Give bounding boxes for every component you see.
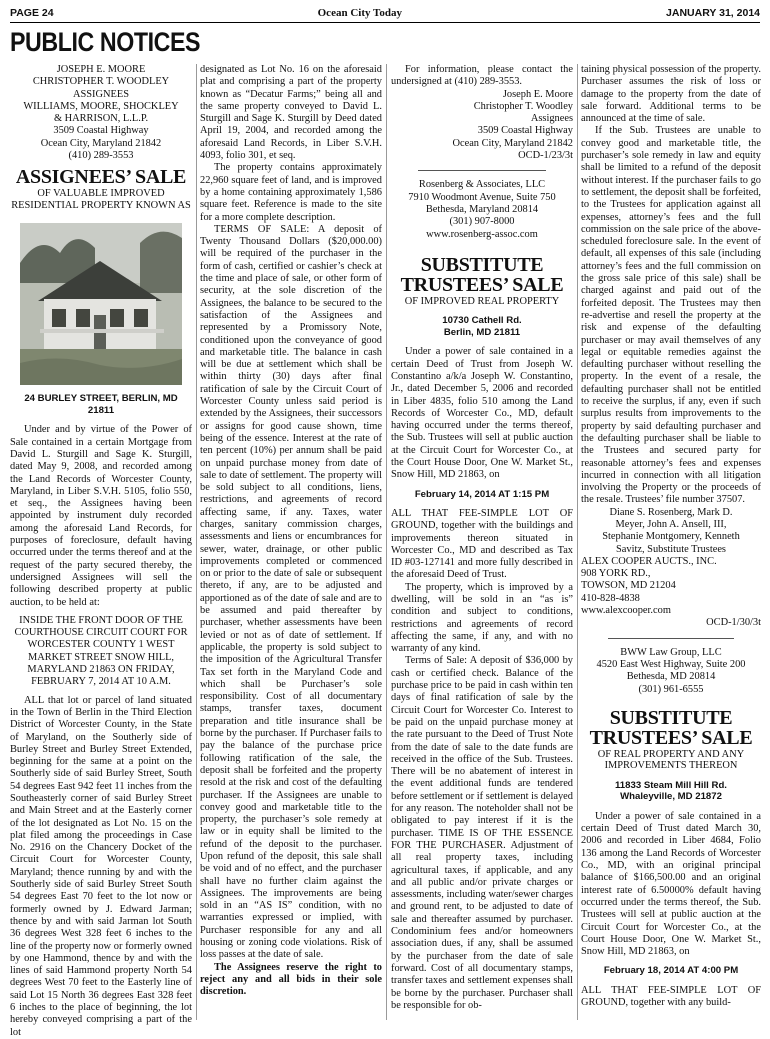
contact-line: (410) 289-3553	[68, 150, 134, 162]
firm-line: Rosenberg & Associates, LLC	[418, 179, 546, 191]
contact-line: CHRISTOPHER T. WOODLEY	[32, 76, 170, 88]
auctioneer-block	[581, 556, 761, 617]
firm-line: Bethesda, MD 20814	[626, 671, 716, 683]
firm-line: Bethesda, Maryland 20814	[425, 203, 539, 215]
notice-paragraph: Terms of Sale: A deposit of $36,000 by cash or certified check. Balance of the purchase price to be paid in cash within ten days of final ratification of sale by the Circuit Court for Worcester Co. Interest to be paid on the unpaid purchase money at the rate pursuant to the Deed of Trust Note from the date of sale to the date funds are received in the office of the Sub. Trustees. There will be no abatement of interest in the event additional funds are tendered before settlement or if settlement is delayed for any reason. The noteholder shall not be obligated to pay interest if it is the purchaser. TIME IS OF THE ESSENCE FOR THE PURCHASER. Adjustment of all real property taxes, including agricultural taxes, if applicable, and any and all public and/or private charges or assessments, including water/sewer charges and ground rent, to be adjusted to date of sale and thereafter assumed by purchaser. Condominium fees and/or homeowners association dues, if any, shall be assumed by the purchaser from the date of sale forward. Cost of all documentary stamps, transfer taxes and settlement expenses shall be borne by the purchaser. Purchaser shall be responsible for ob-	[391, 655, 573, 1011]
signature-line: Diane S. Rosenberg, Mark D.	[609, 506, 733, 518]
address-line: 10730 Cathell Rd.	[442, 315, 522, 327]
column-divider	[577, 64, 578, 1020]
property-address	[391, 315, 573, 338]
contact-line: & HARRISON, L.L.P.	[53, 113, 149, 125]
sale-location: INSIDE THE FRONT DOOR OF THE COURTHOUSE CIRCUIT COURT FOR WORCESTER COUNTY 1 WEST MARKET STREET SNOW HILL, MARYLAND 21863 ON FRIDAY, FEBRUARY 7, 2014 AT 10 A.M.	[14, 614, 188, 688]
trustees-signature	[581, 507, 761, 556]
firm-line: (301) 961-6555	[638, 683, 704, 695]
notice-paragraph: Under a power of sale contained in a certain Deed of Trust dated March 30, 2006 and recorded in Liber 4684, Folio 136 among the Land Records of Worcester Co., MD, with an original principal balance of $166,500.00 and an original interest rate of 6.50000% default having occurred under the terms thereof, the Sub. Trustees will sell at public auction at the Circuit Court for Worcester Co., at the Court House Door, One W. Market St., Snow Hill, MD 21863, on	[581, 810, 761, 958]
law-firm-block	[581, 647, 761, 696]
section-title: PUBLIC NOTICES	[10, 27, 201, 57]
house-image	[20, 223, 182, 385]
firm-line: 4520 East West Highway, Suite 200	[596, 658, 746, 670]
address-line: Berlin, MD 21811	[443, 326, 521, 338]
newspaper-name: Ocean City Today	[317, 7, 402, 19]
law-firm-block	[391, 179, 573, 240]
issue-date: JANUARY 31, 2014	[666, 7, 760, 19]
notice-paragraph: For information, please contact the undersigned at (410) 289-3553.	[391, 64, 573, 88]
contact-line: WILLIAMS, MOORE, SHOCKLEY	[23, 100, 179, 112]
firm-line: 7910 Woodmont Avenue, Suite 750	[408, 191, 556, 203]
notice-code: OCD-1/23/3t	[518, 150, 573, 162]
firm-line: (301) 907-8000	[449, 216, 515, 228]
notice-title: SUBSTITUTE TRUSTEES’ SALE	[589, 706, 753, 749]
contact-line: 3509 Coastal Highway	[53, 125, 149, 137]
signature-line: Christopher T. Woodley	[473, 100, 573, 112]
sale-date: February 14, 2014 AT 1:15 PM	[414, 488, 550, 500]
firm-line: www.rosenberg-assoc.com	[426, 228, 538, 240]
page-header	[10, 5, 760, 21]
assignees-contact	[10, 64, 192, 162]
signature-line: Joseph E. Moore	[502, 88, 573, 100]
property-photo	[20, 223, 182, 385]
notice-paragraph: ALL THAT FEE-SIMPLE LOT OF GROUND, together with any build-	[581, 984, 761, 1008]
notice-paragraph: Under a power of sale contained in a certain Deed of Trust from Joseph W. Constantino a/k/a Joseph W. Constantino, Jr., dated December 5, 2006 and recorded in Liber 4835, folio 510 among the Land Records of Worcester Co., MD, default having occurred under the terms thereof, the Sub. Trustees will sell at public auction at the Circuit Court for Worcester Co., at the Court House Door, One W. Market St., Snow Hill, MD 21863, on	[391, 346, 573, 481]
signature-line: Meyer, John A. Ansell, III,	[615, 518, 727, 530]
notice-paragraph: If the Sub. Trustees are unable to convey good and marketable title, the purchaser’s sole remedy in law and equity shall be limited to a refund of the deposit without interest. If the purchaser fails to go to settlement, the deposit shall be forfeited, to the Trustees for application against all expenses, attorney’s fees and the full commission on the sale price of the above-scheduled foreclosure sale. In the event of default, all expenses of this sale (including attorney’s fees and the full commission on the gross sale price of this sale) shall be charged against and paid out of the forfeited deposit. The Trustees may then re-advertise and resell the property at the risk and expense of the defaulting purchaser or may avail themselves of any legal or equitable remedies against the defaulting purchaser without reselling the property. In the event of a resale, the defaulting purchaser shall not be entitled to receive the surplus, if any, even if such surplus results from improvements to the property by said defaulting purchaser and the defaulting purchaser shall be liable to the Trustees and secured party for reasonable attorney’s fees and expenses incurred in connection with all litigation involving the Property or the proceeds of the resale. Trustees’ file number 37507.	[581, 125, 761, 506]
column-4	[581, 64, 761, 1020]
column-divider	[386, 64, 387, 1020]
notice-title: SUBSTITUTE TRUSTEES’ SALE	[400, 253, 564, 296]
notice-paragraph: The Assignees reserve the right to reject any and all bids in their sole discretion.	[200, 961, 382, 998]
signature-line: Assignees	[530, 113, 573, 125]
auctioneer-line: 908 YORK RD.,	[581, 568, 651, 580]
notice-subtitle: OF VALUABLE IMPROVED RESIDENTIAL PROPERTY KNOWN AS	[11, 188, 191, 211]
separator	[608, 638, 734, 639]
notice-paragraph: designated as Lot No. 16 on the aforesaid plat and comprising a part of the property known as “Decatur Farms;” being all and the same property conveyed to David L. Sturgill and Sage K. Sturgill by Deed dated April 19, 2004, and recorded among the aforesaid Land Records, in Liber S.V.H. 4093, folio 301, et seq.	[200, 64, 382, 162]
auctioneer-line: 410-828-4838	[581, 592, 640, 604]
auctioneer-line: www.alexcooper.com	[581, 605, 671, 617]
separator	[418, 170, 545, 171]
property-address	[581, 780, 761, 803]
notice-paragraph: The property, which is improved by a dwelling, will be sold in an “as is” condition and subject to conditions, restrictions and agreements of record affecting the same, if any, and with no warranty of any kind.	[391, 581, 573, 655]
notice-paragraph: taining physical possession of the property. Purchaser assumes the risk of loss or damage to the property from the date of sale forward. Additional terms to be announced at the time of sale.	[581, 64, 761, 125]
header-rule	[10, 22, 760, 23]
notice-paragraph: ALL that lot or parcel of land situated in the Town of Berlin in the Third Election District of Worcester County, in the State of Maryland, on the Southerly side of Burley Street and Burley Street Extended, beginning for the same at a point on the Southerly side of said Burley Street, South 54 degrees East 942 feet 11 inches from the Southeasterly corner of said Burley Street and Main Street and at the Easterly corner of the lot designated as Lot No. 15 on the plat filed among the proceedings in Case No. 2916 on the Chancery Docket of the Circuit Court for Worcester County, Maryland; thence running by and with the Southerly side of said Burley Street South 54 degrees East 70 feet to the lot now or formerly owned by J. Edward Jarman; thence by and with said Jarman lot South 36 degrees West 328 feet 6 inches to the line of the property now or formerly owned by one Hammond, thence by and with the lines of said Hammond property North 54 degrees West 70 feet to the Easterly line of said Lot 15 North 36 degrees East 328 feet 6 inches to the place of beginning, the lot hereby conveyed comprising a part of the lot	[10, 694, 192, 1038]
signature-line: Savitz, Substitute Trustees	[616, 543, 726, 555]
column-3	[391, 64, 573, 1020]
signature-line: Ocean City, Maryland 21842	[452, 137, 573, 149]
notice-subtitle: OF REAL PROPERTY AND ANY IMPROVEMENTS THEREON	[597, 748, 745, 772]
signature-line: Stephanie Montgomery, Kenneth	[602, 531, 740, 543]
signature-line: 3509 Coastal Highway	[477, 125, 573, 137]
notice-paragraph: Under and by virtue of the Power of Sale contained in a certain Mortgage from David L. Sturgill and Sage K. Sturgill, dated May 9, 2008, and recorded among the Land Records of Worcester County, Maryland, in Liber S.V.H. 5105, folio 550, et seq., the Assignees having been appointed by instrument duly recorded among the aforesaid Land Records, for purposes of foreclosure, default having occurred under the terms thereof and at the request of the party secured thereby, the undersigned Assignees will sell the following described property at public auction, to be held at:	[10, 424, 192, 608]
notice-paragraph: The property contains approximately 22,960 square feet of land, and is improved by a home containing approximately 1,586 square feet. Reference is made to the site for a more complete description.	[200, 162, 382, 223]
property-address: 24 BURLEY STREET, BERLIN, MD 21811	[24, 393, 178, 416]
contact-line: JOSEPH E. MOORE	[56, 64, 146, 75]
column-2	[200, 64, 382, 1020]
notice-paragraph: ALL THAT FEE-SIMPLE LOT OF GROUND, together with the buildings and improvements thereon situated in Worcester Co., MD and described as Tax ID #03-127141 and more fully described in the aforesaid Deed of Trust.	[391, 507, 573, 581]
sale-date: February 18, 2014 AT 4:00 PM	[603, 965, 739, 977]
signature-block	[391, 89, 573, 163]
notice-title: ASSIGNEES’ SALE	[15, 166, 187, 189]
notice-paragraph: TERMS OF SALE: A deposit of Twenty Thousand Dollars ($20,000.00) will be required of the purchaser in the form of cash, certified or cashier’s check at the time and place of sale, or other form of security, at the sole discretion of the Assignees, the balance to be secured to the satisfaction of the Assignees and represented by a Promissory Note, conditioned upon the conveyance of good and marketable title. The balance in cash will be due at settlement which shall be within thirty (30) days after final ratification of sale by the Circuit Court of Worcester County unless said period is extended by the Assignees, their successors or assigns for good cause shown, time being of the essence. Interest at the rate of ten percent (10%) per annum shall be paid on unpaid purchase money from date of sale to date of settlement. The property will be sold subject to all conditions, liens, restrictions, and agreements of record affecting same, if any. Taxes, water charges, sanitary commission charges, assessments and liens or encumbrances for sewer, water, drainage, or other public improvements completed or commenced on or prior to the date of sale or subsequent thereto, if any, are to be adjusted and apportioned as of the date of sale and are to be assumed and paid thereafter by purchaser, whether assessments have been levied or not as of date of settlement. If applicable, the property is sold subject to the imposition of the Agricultural Transfer Tax set forth in the Maryland Code and which shall be Purchaser’s sole responsibility. Cost of all documentary stamps, transfer taxes, document preparation and title insurance shall be borne by the purchaser. If Purchaser fails to pay the balance of the purchase price following ratification of the sale, the deposit shall be forfeited and the property resold at the risk and cost of the defaulting purchaser. If the Assignees are unable to convey good and marketable title to the property, the purchaser’s sole remedy at law or in equity shall be limited to the refund of the deposit to the purchaser. Upon refund of the deposit, this sale shall be void and of no effect, and the purchaser shall have no further claim against the Assignees. The improvements are being sold in an “AS IS” condition, with no warranties expressed or implied, with Purchaser responsible for any and all housing or zoning code violations. Risk of loss passes at the date of sale.	[200, 223, 382, 961]
notice-subtitle: OF IMPROVED REAL PROPERTY	[404, 295, 560, 307]
notice-code: OCD-1/30/3t	[706, 617, 761, 629]
page-number: PAGE 24	[10, 7, 54, 19]
contact-line: Ocean City, Maryland 21842	[40, 137, 162, 149]
column-divider	[196, 64, 197, 1020]
address-line: Whaleyville, MD 21872	[620, 791, 722, 803]
address-line: 11833 Steam Mill Hill Rd.	[615, 779, 727, 791]
contact-line: ASSIGNEES	[72, 88, 129, 100]
column-1	[10, 64, 192, 1038]
auctioneer-line: TOWSON, MD 21204	[581, 580, 676, 592]
firm-line: BWW Law Group, LLC	[620, 646, 722, 658]
auctioneer-line: ALEX COOPER AUCTS., INC.	[581, 555, 717, 567]
